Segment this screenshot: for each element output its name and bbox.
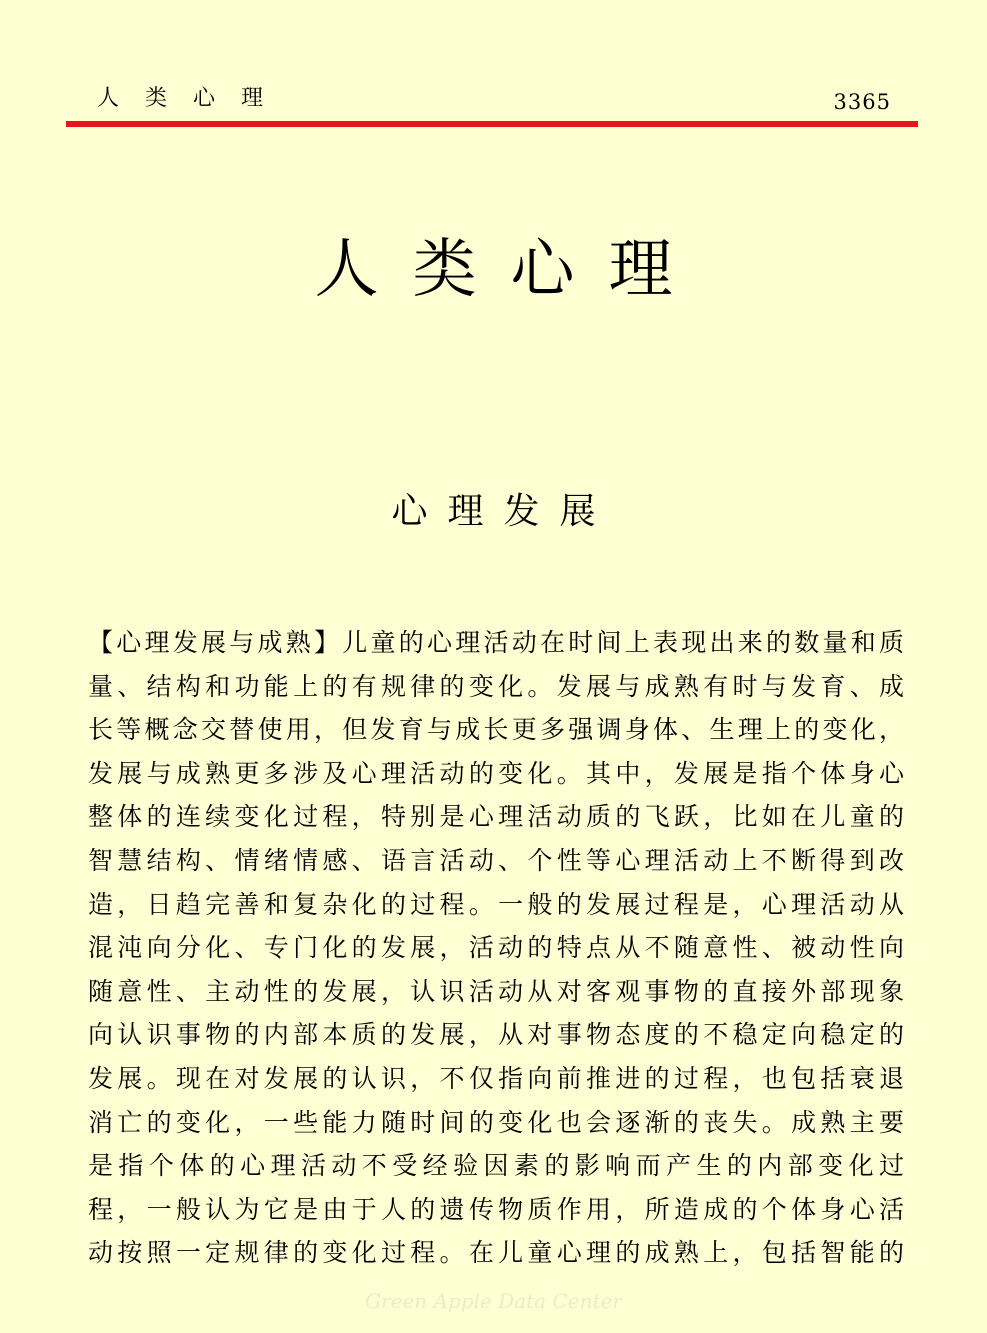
body-line: 量、结构和功能上的有规律的变化。发展与成熟有时与发育、成 xyxy=(88,671,904,701)
body-line: 动按照一定规律的变化过程。在儿童心理的成熟上，包括智能的 xyxy=(88,1238,904,1268)
body-line: 向认识事物的内部本质的发展，从对事物态度的不稳定向稳定的 xyxy=(88,1020,904,1050)
watermark: Green Apple Data Center xyxy=(365,1289,622,1313)
body-line: 混沌向分化、专门化的发展，活动的特点从不随意性、被动性向 xyxy=(88,933,904,963)
book-title: 人类心理 xyxy=(314,233,707,307)
page-number: 3365 xyxy=(833,90,891,114)
body-line: 长等概念交替使用，但发育与成长更多强调身体、生理上的变化， xyxy=(88,715,904,745)
body-line: 整体的连续变化过程，特别是心理活动质的飞跃，比如在儿童的 xyxy=(88,802,904,832)
running-head-title: 人类心理 xyxy=(97,86,290,111)
section-title: 心理发展 xyxy=(391,491,616,532)
header-rule xyxy=(66,121,918,127)
body-line: 是指个体的心理活动不受经验因素的影响而产生的内部变化过 xyxy=(88,1151,904,1181)
body-line: 发展。现在对发展的认识，不仅指向前推进的过程，也包括衰退 xyxy=(88,1063,904,1093)
body-line: 智慧结构、情绪情感、语言活动、个性等心理活动上不断得到改 xyxy=(88,845,904,875)
body-text xyxy=(88,621,904,1275)
body-line: 随意性、主动性的发展，认识活动从对客观事物的直接外部现象 xyxy=(88,976,904,1006)
body-line: 造，日趋完善和复杂化的过程。一般的发展过程是，心理活动从 xyxy=(88,889,904,919)
body-line: 发展与成熟更多涉及心理活动的变化。其中，发展是指个体身心 xyxy=(88,758,904,788)
body-line: 消亡的变化，一些能力随时间的变化也会逐渐的丧失。成熟主要 xyxy=(88,1107,904,1137)
body-line: 【心理发展与成熟】儿童的心理活动在时间上表现出来的数量和质 xyxy=(88,628,904,657)
body-line: 程，一般认为它是由于人的遗传物质作用，所造成的个体身心活 xyxy=(88,1194,904,1224)
